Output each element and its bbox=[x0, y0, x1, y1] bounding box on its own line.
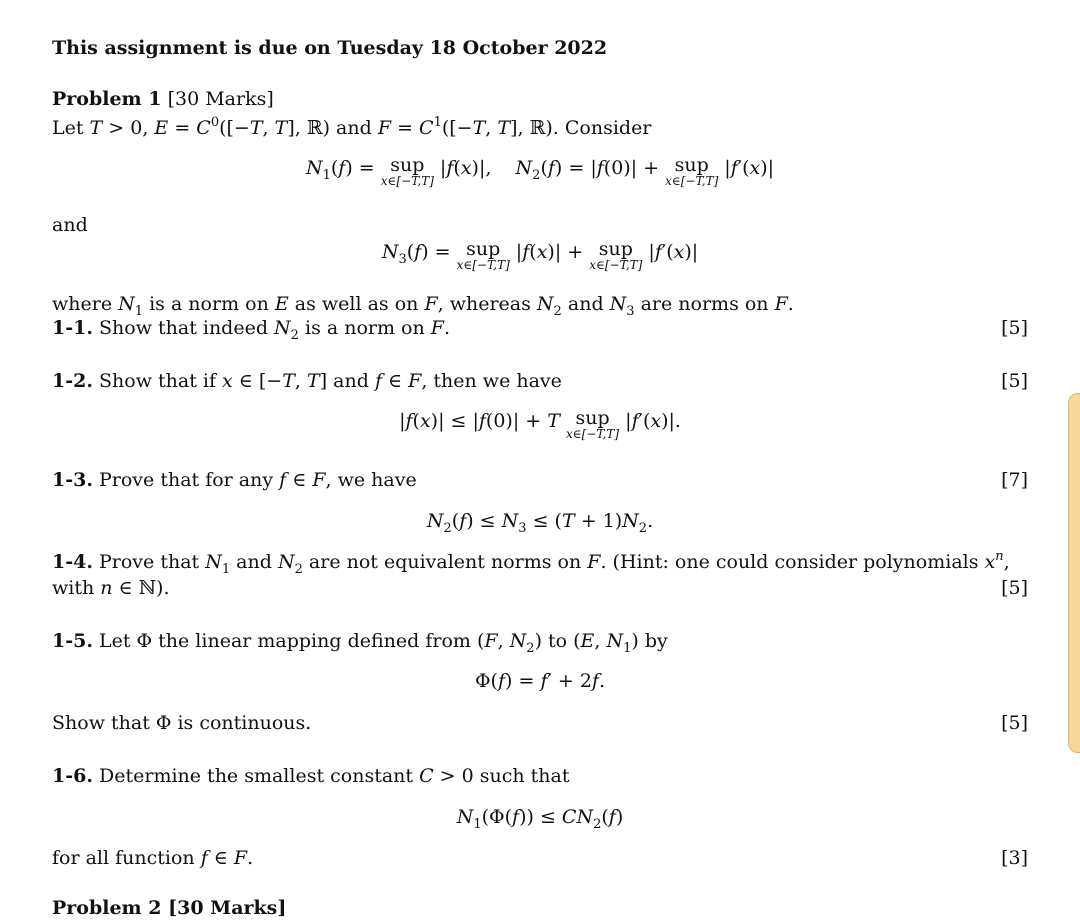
next-problem-heading-cut: Problem 2 [30 Marks] bbox=[52, 897, 287, 919]
norms-statement: where $N_1$ is a norm on E as well as on F, whereas $N_2$ and $N_3$ are norms on F. bbox=[52, 293, 794, 319]
equation-1-2: |f(x)| ≤ |f(0)| + T sup x∈[−T,T] |f′(x)|. bbox=[399, 407, 681, 441]
question-1-5: 1-5. Let Φ the linear mapping defined from (F, $N_2$) to (E, $N_1$) by bbox=[52, 630, 668, 656]
side-panel-tab[interactable] bbox=[1068, 393, 1080, 753]
marks-1-1: [5] bbox=[1001, 317, 1028, 339]
marks-1-4: [5] bbox=[1001, 577, 1028, 599]
marks-1-5: [5] bbox=[1001, 712, 1028, 734]
question-1-2: 1-2. Show that if x ∈ [−T, T] and f ∈ F, then we have bbox=[52, 370, 562, 392]
marks-1-2: [5] bbox=[1001, 370, 1028, 392]
question-1-4: 1-4. Prove that $N_1$ and $N_2$ are not equivalent norms on F. (Hint: one could consider polynomials $x^n$, bbox=[52, 549, 1010, 577]
equation-1-3: $N_2(f) \le N_3 \le (T + 1)N_2$. bbox=[426, 510, 654, 536]
question-1-4-cont: with n ∈ ℕ). bbox=[52, 577, 170, 599]
question-1-1: 1-1. Show that indeed $N_2$ is a norm on F. bbox=[52, 317, 451, 343]
equation-1-6: $N_1(\Phi(f)) \le CN_2(f)$ bbox=[456, 806, 624, 832]
question-1-6: 1-6. Determine the smallest constant C > 0 such that bbox=[52, 765, 570, 787]
equation-1-5: Φ(f) = f′ + 2f. bbox=[474, 670, 605, 692]
marks-1-3: [7] bbox=[1001, 469, 1028, 491]
document-page bbox=[52, 0, 1028, 919]
question-1-6-cont: for all function f ∈ F. bbox=[52, 847, 254, 869]
due-date-heading: This assignment is due on Tuesday 18 October 2022 bbox=[52, 37, 608, 59]
problem-heading: Problem 1 [30 Marks] bbox=[52, 88, 274, 110]
marks-1-6: [3] bbox=[1001, 847, 1028, 869]
problem-intro: Let T > 0, $E = C^0([-T$, T], ℝ) and $F = C^1([-T$, T], ℝ). Consider bbox=[52, 115, 652, 139]
question-1-3: 1-3. Prove that for any f ∈ F, we have bbox=[52, 469, 417, 491]
equation-n3: $N_3(f)$ = sup x∈[−T,T] |f(x)| + sup x∈[−T,T] |f′(x)| bbox=[381, 238, 699, 272]
and-word: and bbox=[52, 214, 88, 236]
equation-n1-n2: $N_1(f)$ = sup x∈[−T,T] |f(x)|, $N_2(f) = |f(0)|$ + sup x∈[−T,T] |f′(x)| bbox=[305, 154, 775, 188]
question-1-5-cont: Show that Φ is continuous. bbox=[52, 712, 312, 734]
